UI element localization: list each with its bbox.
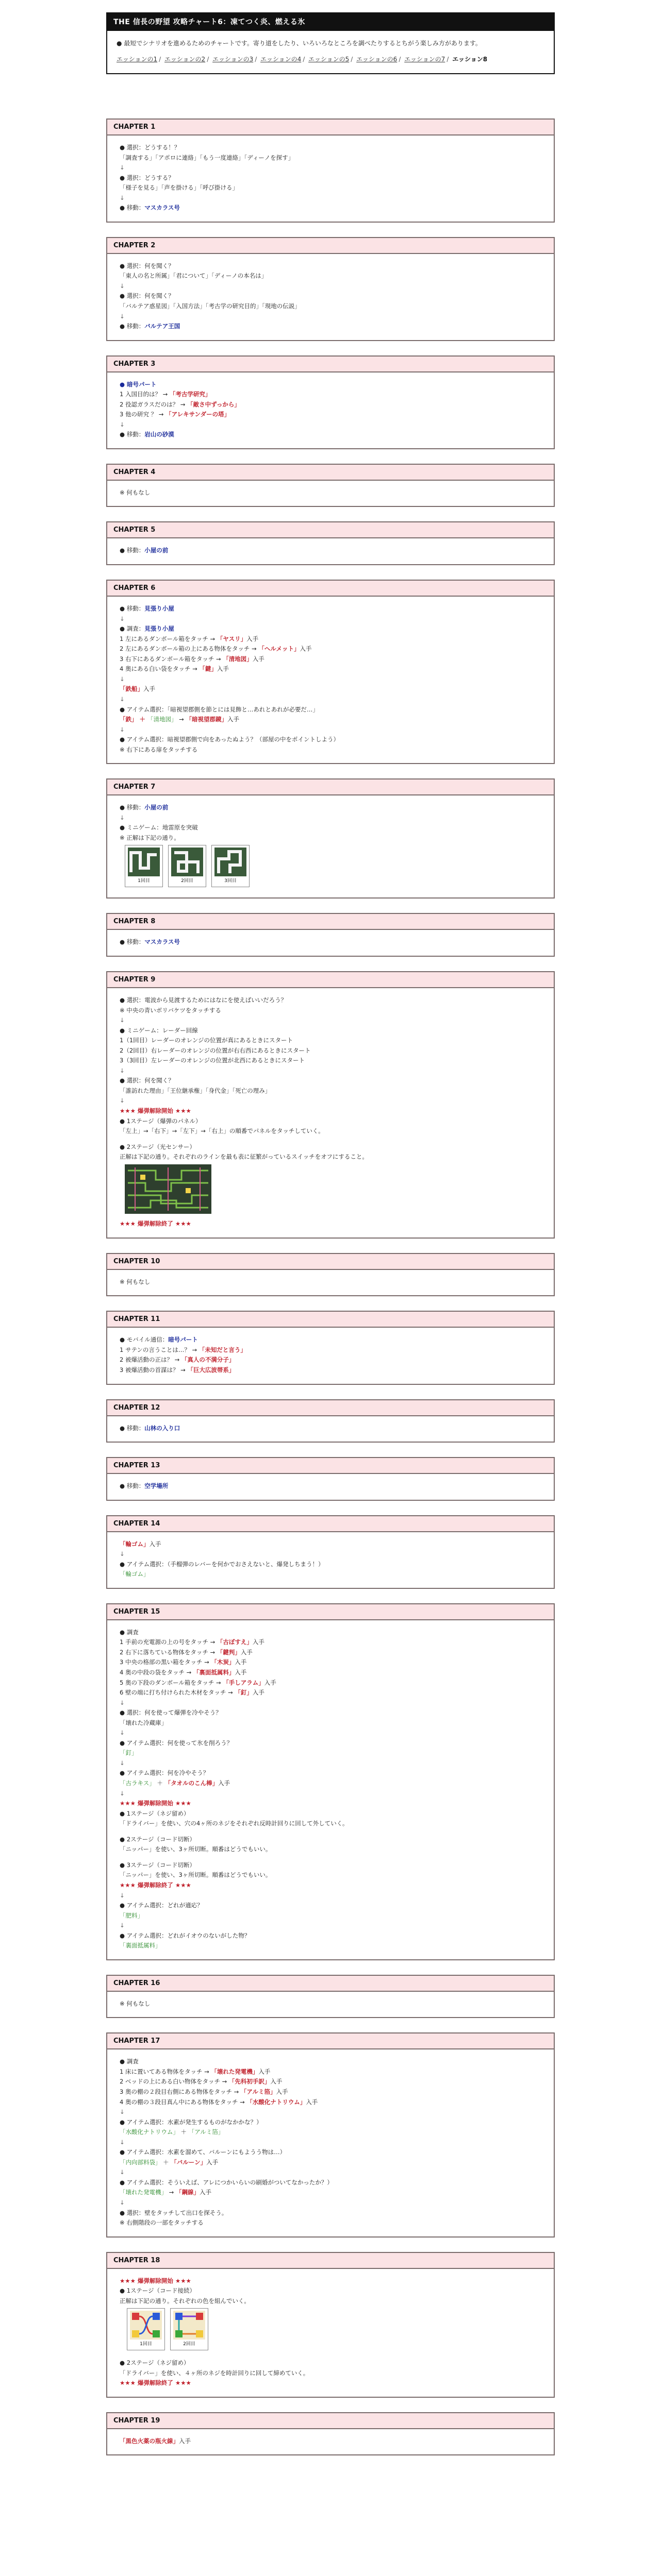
location: 小屋の前 — [144, 804, 169, 811]
step-suffix: 入手 — [252, 655, 264, 663]
chapter-title: CHAPTER 10 — [107, 1254, 554, 1270]
step-label: 2 ベッドの上にある白い物体をタッチ → — [120, 2078, 229, 2086]
item: 「古ラキス」 — [120, 1780, 155, 1787]
step-label: 4 奥の中段の袋をタッチ → — [120, 1669, 193, 1676]
step-label: ● 調査： — [120, 625, 145, 633]
step-label: ● 移動： — [120, 1482, 145, 1490]
item: 「水酸化ナトリウム」 — [120, 2128, 179, 2136]
chapter-17: CHAPTER 17 ● 調査 1 床に置いてある物体をタッチ → 「壊れた発電機」入手 2 ベッドの上にある白い物体をタッチ → 「先科初手訳」入手 3 奥の棚の２段目右側にある物体をタッチ → 「アルミ箔」入手 4 奥の棚の３段目真ん中にある物体をタッチ → 「水酸化ナトリウム」入手 ↓ ● アイテム選択：水素が発生するものがなかかな？） 「水酸化ナトリウム」 ＋ 「アルミ箔」 ↓ ● アイテム選択：水素を溜めて、バルーンにもようう物は…） 「内向部料袋」 ＋ 「バルーン」入手 ↓ ● アイテム選択：そういえば、アレにつかいらいの刷婚がついてなかったか？） 「壊れた発電機」 → 「鋼線」入手 ↓ ● 選択：壁をタッチして出口を探そう。 ※ 右側階段の一部をタッチする — [106, 2032, 555, 2237]
chapter-13 — [106, 1457, 555, 1501]
chapter-title: CHAPTER 12 — [107, 1400, 554, 1416]
step-label: ● 移動： — [120, 547, 145, 554]
item: 「裏面抵属料」 — [120, 1942, 161, 1950]
note: ※ 右下にある扉をタッチする — [120, 745, 198, 753]
thumb-caption: 3回目 — [224, 878, 237, 884]
chapter-title: CHAPTER 6 — [107, 581, 554, 597]
bomb-start: ★★★ 爆弾解除開始 ★★★ — [120, 1107, 191, 1114]
step: ● アイテム選択：どれが適応？ — [120, 1902, 203, 1909]
step-detail: 正解は下記の通り。それぞれのラインを最も表に征繁がっているスイッチをオフにすること。 — [120, 1153, 368, 1161]
step-label: ● 移動： — [120, 431, 145, 438]
bomb-end: ★★★ 爆弾解除終了 ★★★ — [120, 2379, 191, 2387]
step-label: 4 奥にある白い袋をタッチ → — [120, 665, 200, 673]
step-label: 5 奥の下段のダンボール箱をタッチ → — [120, 1679, 223, 1686]
step-label: 3 被爆活動の首謀は？ → — [120, 1366, 188, 1374]
chapter-4 — [106, 464, 555, 507]
step-label: ● 移動： — [120, 804, 145, 811]
connector: ＋ — [155, 1780, 165, 1787]
connector: → — [167, 2189, 176, 2196]
connector: ＋ — [178, 2128, 189, 2136]
step: ● 選択：電波から見渡するためにはなにを使えばいいだろう？ — [120, 996, 287, 1004]
step-detail: 「ニッパー」を使い、3ヶ所切断。順番はどうでもいい。 — [120, 1845, 272, 1853]
step-label: 1 入国目的は？ → — [120, 391, 170, 398]
chapter-title: CHAPTER 1 — [107, 120, 554, 135]
location: 暗号パート — [168, 1336, 198, 1344]
item: 「壊れた発電機」 — [211, 2067, 259, 2075]
nav-current: エッション8 — [452, 56, 488, 63]
step-detail: 1（1回目）レーダーのオレンジの位置が真にあるときにスタート — [120, 1037, 293, 1044]
item: 「木炭」 — [211, 1658, 235, 1666]
step-label: 4 奥の棚の３段目真ん中にある物体をタッチ → — [120, 2098, 247, 2106]
chapter-title: CHAPTER 2 — [107, 238, 554, 254]
bomb-start: ★★★ 爆弾解除開始 ★★★ — [120, 1800, 191, 1807]
thumb-caption: 1回目 — [138, 878, 150, 884]
item: 「肥料」 — [120, 1911, 143, 1919]
item: 「暗視望郡鏡」 — [186, 716, 227, 723]
chapter-title: CHAPTER 4 — [107, 465, 554, 481]
chapter-19 — [106, 2412, 555, 2456]
location: 空学場所 — [144, 1482, 169, 1490]
chapter-title: CHAPTER 9 — [107, 972, 554, 988]
step-label: 2 左にあるダンボール箱の上にある物体をタッチ → — [120, 645, 259, 653]
item: 「手しアラム」 — [223, 1679, 264, 1686]
bomb-end: ★★★ 爆弾解除終了 ★★★ — [120, 1881, 191, 1889]
answer: 「巨大広波帯系」 — [187, 1366, 235, 1374]
step-suffix: 入手 — [217, 665, 229, 673]
step-suffix: 入手 — [300, 645, 312, 653]
step-detail: 「東人の名と所属」「君について」「ディーノの本名は」 — [120, 272, 268, 280]
item: 「壊れた発電機」 — [120, 2189, 167, 2196]
step-suffix: 入手 — [199, 2189, 211, 2196]
nav-link-3[interactable]: エッションの3 — [212, 56, 254, 63]
thumb-caption: 1回目 — [140, 2342, 152, 2347]
step: ● 1ステージ（ネジ留め） — [120, 1809, 190, 1817]
chapter-9: CHAPTER 9 ● 選択：電波から見渡するためにはなにを使えばいいだろう？ ※ 中央の青いボリバケツをタッチする ↓ ● ミニゲーム：レーダー回線 1（1回目）レーダーのオレンジの位置が真にあるときにスタート 2（2回目）右レーダーのオレンジの位置が右右西にあるときにスタート 3（3回目）左レーダーのオレンジの位置が北西にあるときにスタート ↓ ● 選択：何を聞く？ 「誰訪れた理由」「王位継承権」「身代金」「死亡の理み」 ↓ ★★★ 爆弾解除開始 ★★★ ● 1ステージ（爆弾のパネル） 「左上」→「右下」→「左下」→「右上」の順番でパネルをタッチしていく。 ● 2ステージ（光センサー） 正解は下記の通り。それぞれのラインを最も表に征繁がっているスイッチをオフにすること。 ★★★ 爆弾解除終了 ★★★ — [106, 971, 555, 1239]
step-label: ● 移動： — [120, 938, 145, 946]
chapter-title: CHAPTER 16 — [107, 1976, 554, 1992]
bomb-start: ★★★ 爆弾解除開始 ★★★ — [120, 2277, 191, 2284]
chapter-10 — [106, 1253, 555, 1297]
item: 「アルミ箔」 — [240, 2088, 276, 2095]
answer: 「考古学研究」 — [169, 391, 211, 398]
chapter-3: CHAPTER 3 ● 暗号パート 1 入国目的は？ → 「考古学研究」 2 役認ガラスだのは？ → 「敵さ中ずっから」 3 他の研究 ？ → 「アレキサンダーの塔」 ↓ ● 移動：岩山の砂漠 — [106, 355, 555, 449]
chapter-title: CHAPTER 11 — [107, 1312, 554, 1328]
answer: 「アレキサンダーの塔」 — [166, 411, 230, 418]
item: 「アルミ箔」 — [188, 2128, 224, 2136]
step-suffix: 入手 — [258, 2067, 271, 2075]
chapter-11 — [106, 1311, 555, 1384]
light-sensor-solution — [125, 1164, 211, 1214]
step: ● 暗号パート — [120, 380, 157, 388]
step: ● アイテム選択：何を使って氷を削ろう？ — [120, 1739, 233, 1747]
chapter-title: CHAPTER 7 — [107, 779, 554, 795]
walkthrough-page — [106, 12, 555, 2470]
chapter-5 — [106, 521, 555, 565]
step: ● 2ステージ（光センサー） — [120, 1143, 196, 1150]
chapter-15: CHAPTER 15 ● 調査 1 手前の充電源の上の号をタッチ → 「古ぼすえ」入手 2 右下に落ちている物体をタッチ → 「鍵判」入手 3 中央の格部の黒い箱をタッチ → 「木炭」入手 4 奥の中段の袋をタッチ → 「裏面抵属料」入手 5 奥の下段のダンボール箱をタッチ → 「手しアラム」入手 6 壁の端に打ち付けられた木材をタッチ → 「釘」入手 ↓ ● 選択：何を使って爆弾を冷やそう？ 「壊れた冷蔵庫」 ↓ ● アイテム選択：何を使って氷を削ろう？ 「釘」 ↓ ● アイテム選択：何を冷やそう？ 「古ラキス」 ＋ 「タオルのこん棒」入手 ↓ ★★★ 爆弾解除開始 ★★★ ● 1ステージ（ネジ留め） 「ドライバー」を使い、穴の4ヶ所のネジをそれぞれ反時計回りに回して外していく。 ● 2ステージ（コード切断） 「ニッパー」を使い、3ヶ所切断。順番はどうでもいい。 ● 3ステージ（コード切断） 「ニッパー」を使い、3ヶ所切断。順番はどうでもいい。 ★★★ 爆弾解除終了 ★★★ ↓ ● アイテム選択：どれが適応？ 「肥料」 ↓ ● アイテム選択：どれがイオウのないがした物？ 「裏面抵属料」 — [106, 1603, 555, 1960]
item: 「鉄」 ＋ — [120, 716, 148, 723]
item: 「清地図」 — [147, 716, 177, 723]
chapter-title: CHAPTER 5 — [107, 522, 554, 538]
item: 「タオルのこん棒」 — [164, 1780, 219, 1787]
step-detail: 「ドライバー」を使い、４ヶ所のネジを時計回りに回して締めていく。 — [120, 2369, 309, 2377]
step: ● 2ステージ（ネジ留め） — [120, 2359, 190, 2367]
item: 「水酸化ナトリウム」 — [246, 2098, 306, 2106]
step-suffix: 入手 — [235, 1669, 247, 1676]
minefield-thumb-3 — [211, 845, 250, 887]
chapter-14: CHAPTER 14 「輪ゴム」入手 ↓ ● アイテム選択：（手榴弾のレバーを何かでおさえないと、爆発しちまう！） 「輪ゴム」 — [106, 1515, 555, 1589]
step-label: ● 移動： — [120, 605, 145, 613]
location: マスカラス号 — [144, 204, 180, 212]
step-suffix: 入手 — [246, 635, 259, 642]
step-suffix: 入手 — [218, 1780, 230, 1787]
thumb-caption: 2回目 — [181, 878, 193, 884]
location: バルテア王国 — [144, 323, 180, 330]
step-label: ● 移動： — [120, 1424, 145, 1432]
note: ※ 正解は下記の通り。 — [120, 834, 180, 841]
step: ● 選択：何を聞く？ — [120, 1077, 174, 1084]
step: ● 選択：壁をタッチして出口を探そう。 — [120, 2209, 228, 2216]
step-label: 2 右下に落ちている物体をタッチ → — [120, 1648, 217, 1656]
step: ● 選択：何を使って爆弾を冷やそう？ — [120, 1709, 222, 1717]
item: 「釘」 — [235, 1689, 253, 1697]
step: ● ミニゲーム：レーダー回線 — [120, 1026, 198, 1034]
intro-box — [106, 31, 555, 74]
location: 山林の入り口 — [144, 1424, 180, 1432]
step-detail: 「ドライバー」を使い、穴の4ヶ所のネジをそれぞれ反時計回りに回して外していく。 — [120, 1820, 349, 1827]
bomb-end: ★★★ 爆弾解除終了 ★★★ — [120, 1220, 191, 1228]
step-detail: 2（2回目）右レーダーのオレンジの位置が右右西にあるときにスタート — [120, 1046, 311, 1054]
step: ● 選択：何を聞く？ — [120, 292, 174, 300]
step-detail: 「誰訪れた理由」「王位継承権」「身代金」「死亡の理み」 — [120, 1087, 271, 1094]
step-suffix: 入手 — [264, 1679, 276, 1686]
location: 岩山の砂漠 — [144, 431, 174, 438]
step-suffix: 入手 — [143, 685, 155, 693]
step: ● 選択：どうする？ — [120, 174, 174, 181]
step: ● 選択：何を聞く？ — [120, 262, 174, 269]
chapter-6: CHAPTER 6 ● 移動：見張り小屋 ↓ ● 調査：見張り小屋 1 左にあるダンボール箱をタッチ → 「ヤスリ」入手 2 左にあるダンボール箱の上にある物体をタッチ → 「ヘルメット」入手 3 右下にあるダンボール箱をタッチ → 「清地図」入手 4 奥にある白い袋をタッチ → 「鍵」入手 ↓ 「鉄船」入手 ↓ ● アイテム選択：「暗視望郡側を節とには見飾と…あれとあれが必要だ…」 「鉄」 ＋ 「清地図」 → 「暗視望郡鏡」入手 ↓ ● アイテム選択：暗視望郡側で向をあったぬよう？（部屋の中をポイントしよう） ※ 右下にある扉をタッチする — [106, 580, 555, 764]
chapter-title: CHAPTER 13 — [107, 1458, 554, 1474]
item: 「清地図」 — [223, 655, 253, 663]
note: ※ 右側階段の一部をタッチする — [120, 2219, 204, 2227]
step-label: 1 左にあるダンボール箱をタッチ → — [120, 635, 217, 642]
step: ● 調査 — [120, 2058, 139, 2065]
step-detail: 正解は下記の通り。それぞれの色を組んでいく。 — [120, 2297, 250, 2304]
step: ● アイテム選択：水素が発生するものがなかかな？） — [120, 2118, 262, 2126]
step-suffix: 入手 — [276, 2088, 288, 2095]
step-suffix: 入手 — [206, 2158, 219, 2166]
step-label: 2 役認ガラスだのは？ → — [120, 400, 188, 408]
step-detail: 「壊れた冷蔵庫」 — [120, 1719, 167, 1726]
cord-solutions — [127, 2308, 543, 2350]
chapter-1: CHAPTER 1 ● 選択：どうする！？ 「調査する」「アポロに連絡」「もう一度連絡」「ディーノを探す」 ↓ ● 選択：どうする？ 「様子を見る」「声を掛ける」「呼び掛ける」 ↓ ● 移動：マスカラス号 — [106, 118, 555, 223]
page-title: THE 信長の野望 攻略チャート6：凍てつく炎、燃える氷 — [106, 12, 555, 31]
chapter-2: CHAPTER 2 ● 選択：何を聞く？ 「東人の名と所属」「君について」「ディーノの本名は」 ↓ ● 選択：何を聞く？ 「バルテア惑星図」「入国方法」「考古学の研究目的」「現地の伝説」 ↓ ● 移動：バルテア王国 — [106, 237, 555, 341]
chapter-title: CHAPTER 19 — [107, 2413, 554, 2429]
chapter-title: CHAPTER 15 — [107, 1604, 554, 1620]
item: 「鋼線」 — [175, 2189, 200, 2196]
note: ※ 何もなし — [120, 1999, 151, 2007]
item: 「バルーン」 — [171, 2158, 207, 2166]
step-suffix: 入手 — [252, 1689, 264, 1697]
step-label: 3 中央の格部の黒い箱をタッチ → — [120, 1658, 211, 1666]
step: ● アイテム選択：そういえば、アレにつかいらいの刷婚がついてなかったか？） — [120, 2178, 333, 2186]
cord-thumb-2 — [170, 2308, 208, 2350]
step-label: 1 手前の充電源の上の号をタッチ → — [120, 1638, 217, 1646]
connector: → — [177, 716, 186, 723]
answer: 「敵さ中ずっから」 — [187, 400, 240, 408]
step-detail: 3（3回目）左レーダーのオレンジの位置が北西にあるときにスタート — [120, 1057, 305, 1064]
step: ● 選択：どうする！？ — [120, 144, 180, 151]
step: ● 2ステージ（コード切断） — [120, 1835, 196, 1843]
answer: 「未知だと言う」 — [198, 1346, 246, 1353]
step-suffix: 入手 — [179, 2437, 191, 2445]
chapter-title: CHAPTER 18 — [107, 2253, 554, 2269]
step-suffix: 入手 — [240, 1648, 253, 1656]
step: ● ミニゲーム：地雷原を突破 — [120, 824, 198, 832]
step: ● 3ステージ（コード切断） — [120, 1861, 196, 1869]
item: 「輪ゴム」 — [120, 1540, 150, 1548]
step-label: ● 移動： — [120, 204, 145, 212]
step-detail: 「様子を見る」「声を掛ける」「呼び掛ける」 — [120, 184, 238, 192]
chapter-title: CHAPTER 3 — [107, 357, 554, 372]
step: ● 1ステージ（爆弾のパネル） — [120, 1117, 202, 1125]
step: ● アイテム選択：暗視望郡側で向をあったぬよう？（部屋の中をポイントしよう） — [120, 736, 339, 743]
minefield-thumb-1 — [125, 845, 163, 887]
thumb-caption: 2回目 — [183, 2342, 195, 2347]
chapter-title: CHAPTER 8 — [107, 914, 554, 930]
step-detail: 「ニッパー」を使い、3ヶ所切断。順番はどうでもいい。 — [120, 1871, 272, 1879]
step-label: 3 奥の棚の２段目右側にある物体をタッチ → — [120, 2088, 241, 2095]
step: ● アイテム選択：何を冷やそう？ — [120, 1769, 209, 1777]
item: 「輪ゴム」 — [120, 1570, 150, 1578]
chapter-18 — [106, 2252, 555, 2398]
chapter-title: CHAPTER 14 — [107, 1516, 554, 1532]
step-suffix: 入手 — [306, 2098, 318, 2106]
item: 「鍵」 — [199, 665, 217, 673]
location: マスカラス号 — [144, 938, 180, 946]
item: 「黒色火薬の瓶火線」 — [120, 2437, 179, 2445]
nav-link-4[interactable]: エッションの4 — [260, 56, 302, 63]
chapter-16 — [106, 1975, 555, 2019]
location: 見張り小屋 — [144, 625, 174, 633]
step: ● アイテム選択：（手榴弾のレバーを何かでおさえないと、爆発しちまう！） — [120, 1560, 324, 1568]
chapter-nav: エッションの1 / エッションの2 / エッションの3 / エッションの4 / エッションの5 / エッションの6 / エッションの7 / エッション8 — [117, 56, 488, 63]
step-label: 1 床に置いてある物体をタッチ → — [120, 2067, 211, 2075]
chapter-8 — [106, 913, 555, 957]
item: 「裏面抵属料」 — [193, 1669, 235, 1676]
chapter-12 — [106, 1399, 555, 1443]
cord-thumb-1 — [127, 2308, 165, 2350]
note: ※ 何もなし — [120, 488, 151, 496]
step-label: 3 他の研究 ？ → — [120, 411, 166, 418]
step-label: 6 壁の端に打ち付けられた木材をタッチ → — [120, 1689, 235, 1697]
item: 「ヘルメット」 — [258, 645, 300, 653]
item: 「鍵判」 — [217, 1648, 241, 1656]
step-label: 3 右下にあるダンボール箱をタッチ → — [120, 655, 223, 663]
item: 「釘」 — [120, 1749, 138, 1757]
location: 小屋の前 — [144, 547, 169, 554]
nav-link-2[interactable]: エッションの2 — [164, 56, 206, 63]
item: 「ヤスリ」 — [217, 635, 247, 642]
step: ● 1ステージ（コード接続） — [120, 2287, 196, 2295]
note: ※ 中央の青いボリバケツをタッチする — [120, 1006, 221, 1014]
step-label: 1 サテンの言うことは…？ → — [120, 1346, 199, 1353]
minefield-solutions — [125, 845, 543, 887]
connector: ＋ — [161, 2158, 171, 2166]
chapter-7: CHAPTER 7 ● 移動：小屋の前 ↓ ● ミニゲーム：地雷原を突破 ※ 正解は下記の通り。 1回目 2回目 3回目 — [106, 778, 555, 899]
step: ● アイテム選択：「暗視望郡側を節とには見飾と…あれとあれが必要だ…」 — [120, 705, 319, 713]
item: 「内向部料袋」 — [120, 2158, 161, 2166]
answer: 「真人の不満分子」 — [181, 1356, 235, 1364]
step-label: ● 移動： — [120, 323, 145, 330]
minefield-thumb-2 — [168, 845, 206, 887]
step-label: ● モバイル通信： — [120, 1336, 169, 1344]
step-suffix: 入手 — [252, 1638, 264, 1646]
step-suffix: 入手 — [270, 2078, 283, 2086]
chapter-title: CHAPTER 17 — [107, 2033, 554, 2049]
step: ● アイテム選択：水素を溜めて、バルーンにもようう物は…） — [120, 2148, 286, 2156]
step: ● アイテム選択：どれがイオウのないがした物？ — [120, 1931, 251, 1939]
nav-link-1[interactable]: エッションの1 — [117, 56, 158, 63]
note: ※ 何もなし — [120, 1278, 151, 1285]
location: 見張り小屋 — [144, 605, 174, 613]
nav-link-6[interactable]: エッションの6 — [356, 56, 398, 63]
nav-link-5[interactable]: エッションの5 — [308, 56, 350, 63]
item: 「鉄船」 — [120, 685, 143, 693]
step-suffix: 入手 — [227, 716, 239, 723]
item: 「先科初手訳」 — [228, 2078, 271, 2086]
step-detail: 「バルテア惑星図」「入国方法」「考古学の研究目的」「現地の伝説」 — [120, 302, 301, 310]
item: 「古ぼすえ」 — [217, 1638, 253, 1646]
step-label: 2 被爆活動の正は？ → — [120, 1356, 181, 1364]
intro-text: ● 最短でシナリオを進めるためのチャートです。寄り道をしたり、いろいろなところを調べたりするとちがう楽しみ方があります。 — [117, 40, 482, 47]
nav-link-7[interactable]: エッションの7 — [404, 56, 445, 63]
step-detail: 「調査する」「アポロに連絡」「もう一度連絡」「ディーノを探す」 — [120, 154, 294, 161]
step-suffix: 入手 — [149, 1540, 161, 1548]
step: ● 調査 — [120, 1628, 139, 1636]
step-suffix: 入手 — [235, 1658, 247, 1666]
step-detail: 「左上」→「右下」→「左下」→「右上」の順番でパネルをタッチしていく。 — [120, 1127, 324, 1135]
